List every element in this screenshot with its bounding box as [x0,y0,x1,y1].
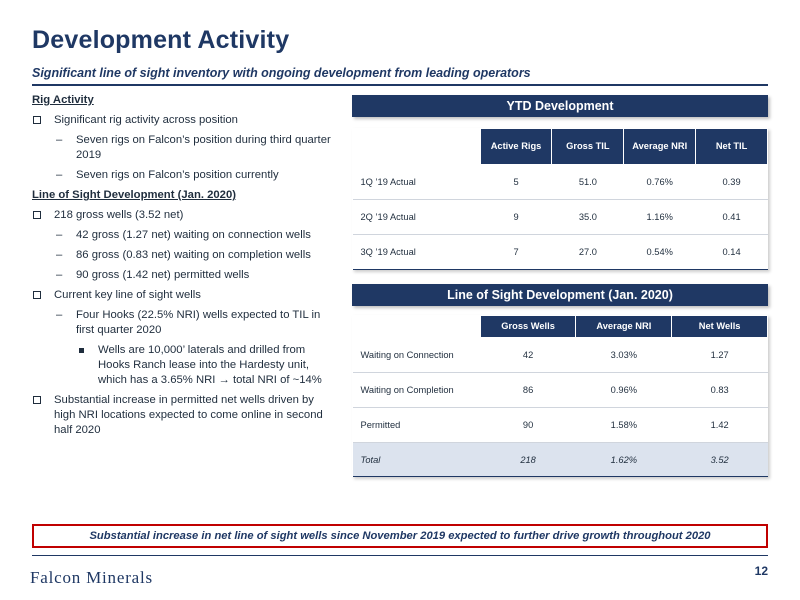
dash-bullet-icon: – [56,249,63,261]
bullet-panel [32,93,337,443]
page-subtitle: Significant line of sight inventory with ongoing development from leading operators [32,66,531,80]
sub-bullet-text: 42 gross (1.27 net) waiting on connection wells [76,229,311,241]
table-cell: 9 [480,200,552,235]
table-cell: 35.0 [552,200,624,235]
dash-bullet-icon: – [56,269,63,281]
table-header-cell [353,129,481,165]
footer-divider [32,555,768,556]
square-bullet-icon [79,348,84,353]
table-cell: 1.42 [672,408,768,443]
sub-bullet-item [32,248,337,263]
los-heading: Line of Sight Development (Jan. 2020) [32,189,237,201]
table-cell: 1.16% [624,200,696,235]
sub-bullet-item [32,228,337,243]
sub-sub-bullet-item [32,343,337,388]
dash-bullet-icon: – [56,134,63,146]
table-header-cell: Net Wells [672,316,768,338]
table-header-cell: Gross TIL [552,129,624,165]
table-cell: 3.52 [672,443,768,477]
table-cell: 0.96% [576,373,672,408]
sub-bullet-text: 86 gross (0.83 net) waiting on completion wells [76,249,311,261]
dash-bullet-icon: – [56,229,63,241]
sub-bullet-text: 90 gross (1.42 net) permitted wells [76,269,250,281]
bullet-text: Significant rig activity across position [54,114,238,126]
sub-bullet-text: Four Hooks (22.5% NRI) wells expected to TIL in first quarter 2020 [76,309,321,336]
row-label: 2Q ’19 Actual [353,200,481,235]
title-divider [32,84,768,86]
table-cell: 0.76% [624,165,696,200]
callout-box: Substantial increase in net line of sight wells since November 2019 expected to further drive growth throughout 2020 [32,524,768,548]
checkbox-bullet-icon [33,211,41,219]
table-cell: 3.03% [576,338,672,373]
los-development-table [352,315,768,477]
table-cell: 86 [480,373,576,408]
sub-bullet-item [32,308,337,338]
sub-sub-bullet-text: Wells are 10,000’ laterals and drilled from Hooks Ranch lease into the Hardesty unit, which has a 3.65% NRI → total NRI of ~14% [98,344,322,386]
checkbox-bullet-icon [33,396,41,404]
table-cell: 0.83 [672,373,768,408]
table-cell: 90 [480,408,576,443]
sub-bullet-text: Seven rigs on Falcon’s position during third quarter 2019 [76,134,331,161]
table-header-cell: Average NRI [576,316,672,338]
sub-bullet-item [32,133,337,163]
table-row [353,235,768,270]
table-row [353,408,768,443]
table-cell: 27.0 [552,235,624,270]
bullet-item [32,393,337,438]
page-number: 12 [754,564,768,578]
table-row [353,165,768,200]
table-cell: 0.39 [696,165,768,200]
rig-activity-heading: Rig Activity [32,94,94,106]
table-header-cell: Average NRI [624,129,696,165]
table-cell: 1.58% [576,408,672,443]
bullet-item [32,113,337,128]
bullet-text: 218 gross wells (3.52 net) [54,209,184,221]
bullet-text: Substantial increase in permitted net wells driven by high NRI locations expected to come online in second half 2020 [54,394,323,436]
sub-bullet-item [32,168,337,183]
table-row [353,200,768,235]
table-header-cell: Net TIL [696,129,768,165]
bullet-item [32,208,337,223]
table-row [353,338,768,373]
table-cell: 51.0 [552,165,624,200]
table-header-cell: Active Rigs [480,129,552,165]
ytd-development-table [352,128,768,270]
row-label: Total [353,443,481,477]
table-header-row [353,129,768,165]
row-label: Waiting on Connection [353,338,481,373]
table-header-row [353,316,768,338]
page-title: Development Activity [32,26,290,54]
table-header-cell: Gross Wells [480,316,576,338]
table-cell: 42 [480,338,576,373]
row-label: Waiting on Completion [353,373,481,408]
los-development-banner: Line of Sight Development (Jan. 2020) [352,284,768,306]
row-label: Permitted [353,408,481,443]
sub-bullet-text: Seven rigs on Falcon’s position currently [76,169,279,181]
sub-bullet-item [32,268,337,283]
falcon-minerals-logo: Falcon Minerals [30,568,153,587]
table-cell: 5 [480,165,552,200]
table-cell: 7 [480,235,552,270]
bullet-text: Current key line of sight wells [54,289,201,301]
dash-bullet-icon: – [56,309,63,321]
ytd-development-banner: YTD Development [352,95,768,117]
total-row [353,443,768,477]
table-cell: 0.41 [696,200,768,235]
table-cell: 0.14 [696,235,768,270]
table-row [353,373,768,408]
table-cell: 218 [480,443,576,477]
checkbox-bullet-icon [33,116,41,124]
row-label: 1Q ’19 Actual [353,165,481,200]
table-cell: 1.62% [576,443,672,477]
table-header-cell [353,316,481,338]
table-cell: 1.27 [672,338,768,373]
table-cell: 0.54% [624,235,696,270]
bullet-item [32,288,337,303]
checkbox-bullet-icon [33,291,41,299]
dash-bullet-icon: – [56,169,63,181]
row-label: 3Q ’19 Actual [353,235,481,270]
